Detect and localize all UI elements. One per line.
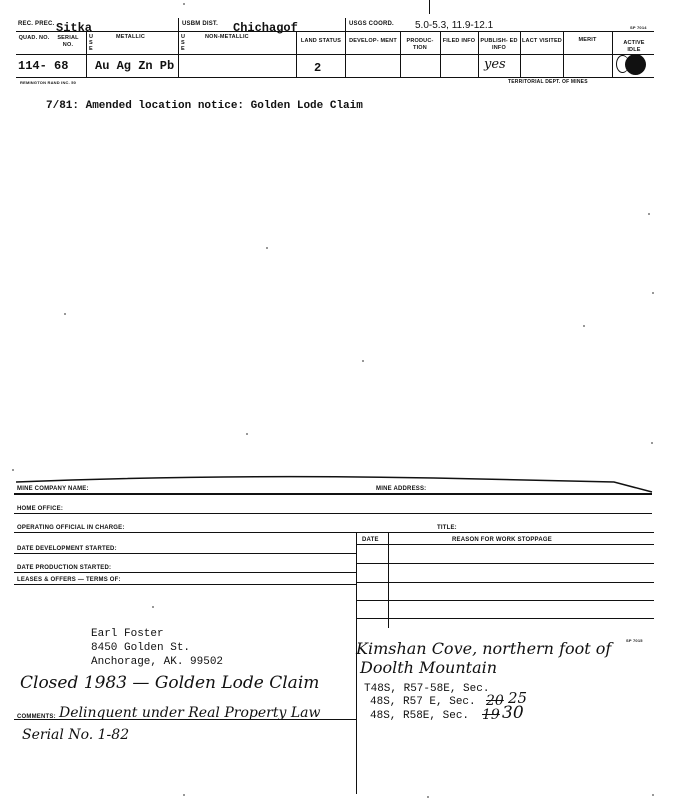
usbm-dist-value: Chichagof [233,21,298,35]
quad-serial-value: 114- 68 [18,59,69,73]
punch-mark [429,0,430,14]
quad-no-header: QUAD. NO. [18,35,50,41]
filed-info-header: FILED INFO [442,38,476,44]
operating-official-label: OPERATING OFFICIAL IN CHARGE: [17,525,125,531]
location-note: 7/81: Amended location notice: Golden Lode Claim [46,100,363,112]
date-column-label: DATE [362,537,379,543]
serial-no-header: SERIAL NO. [57,35,79,48]
published-info-value: yes [484,57,506,72]
use-header-1: U S E [89,34,94,52]
location-line-2: Doolth Mountain [360,658,498,677]
comments-label: COMMENTS: [17,714,56,720]
card-top-edge [14,470,656,494]
non-metallic-header: NON-METALLIC [205,34,249,40]
usbm-dist-label: USBM DIST. [182,21,219,27]
footer-left: REMINGTON RAND INC. 50 [20,80,77,85]
closed-note: Closed 1983 — Golden Lode Claim [20,673,320,693]
mine-address-label: MINE ADDRESS: [376,486,427,492]
section-new-2: 30 [502,703,524,723]
published-info-header: PUBLISH- ED INFO [480,38,518,51]
location-line-1: Kimshan Cove, northern foot of [356,639,612,658]
township-line-2: 48S, R57 E, Sec. [370,696,476,708]
section-struck-1: 20 [486,693,504,709]
metallic-value: Au Ag Zn Pb [95,59,175,73]
township-line-1: T48S, R57-58E, Sec. [364,683,490,695]
township-line-3: 48S, R58E, Sec. [370,710,470,722]
form-number-bottom: SP 7015 [626,638,643,643]
rec-prec-label: REC. PREC. [18,21,55,27]
active-punch-hole [625,54,646,75]
comments-line-1: Delinquent under Real Property Law [59,705,321,721]
development-header: DEVELOP- MENT [349,38,397,44]
title-label: TITLE: [437,525,457,531]
home-office-label: HOME OFFICE: [17,506,64,512]
usgs-coord-label: USGS COORD. [349,21,394,27]
metallic-header: METALLIC [116,34,145,40]
date-development-label: DATE DEVELOPMENT STARTED: [17,546,117,552]
date-production-label: DATE PRODUCTION STARTED: [17,565,112,571]
last-visited-header: LACT VISITED [522,38,562,44]
rec-prec-value: Sitka [56,21,93,35]
footer-right: TERRITORIAL DEPT. OF MINES [508,79,588,85]
section-struck-2: 19 [482,707,500,723]
usgs-coord-value: 5.0-5.3, 11.9-12.1 [415,20,494,31]
merit-header: MERIT [578,37,597,43]
address-line-3: Anchorage, AK. 99502 [91,656,224,668]
reason-column-label: REASON FOR WORK STOPPAGE [452,537,552,543]
comments-line-2: Serial No. 1-82 [22,727,130,743]
address-line-1: Earl Foster [91,628,164,640]
form-number-top: SP 7014 [630,25,647,30]
section-new-1: 25 [508,689,528,707]
leases-label: LEASES & OFFERS — TERMS OF: [17,577,121,583]
use-header-2: U S E [181,34,186,52]
active-idle-header: ACTIVE IDLE [623,40,645,53]
mine-company-label: MINE COMPANY NAME: [17,486,89,492]
land-status-value: 2 [314,61,322,75]
land-status-header: LAND STATUS [300,38,342,44]
production-header: PRODUC- TION [406,38,434,51]
address-line-2: 8450 Golden St. [91,642,191,654]
